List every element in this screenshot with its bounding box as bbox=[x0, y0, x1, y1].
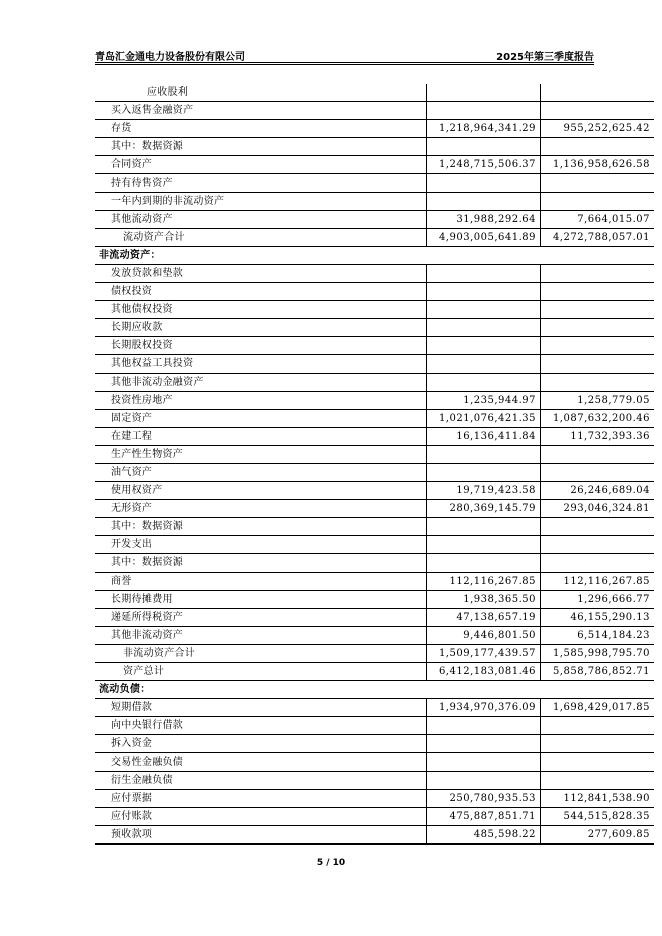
balance-sheet-table bbox=[95, 84, 654, 845]
prior-period-value: 26,246,689.04 bbox=[541, 482, 655, 500]
prior-period-value: 7,664,015.07 bbox=[541, 210, 655, 228]
current-period-value bbox=[427, 771, 541, 789]
current-period-value bbox=[427, 337, 541, 355]
current-period-value: 6,412,183,081.46 bbox=[427, 663, 541, 681]
current-period-value bbox=[427, 283, 541, 301]
row-label: 资产总计 bbox=[95, 663, 427, 681]
table-row bbox=[95, 626, 654, 644]
prior-period-value: 112,116,267.85 bbox=[541, 572, 655, 590]
current-period-value: 1,509,177,439.57 bbox=[427, 644, 541, 662]
row-label: 预收款项 bbox=[95, 825, 427, 844]
table-row bbox=[95, 608, 654, 626]
current-period-value bbox=[427, 174, 541, 192]
prior-period-value bbox=[541, 174, 655, 192]
row-label: 持有待售资产 bbox=[95, 174, 427, 192]
row-label: 债权投资 bbox=[95, 283, 427, 301]
row-label: 长期股权投资 bbox=[95, 337, 427, 355]
current-period-value: 1,248,715,506.37 bbox=[427, 156, 541, 174]
prior-period-value: 1,087,632,200.46 bbox=[541, 409, 655, 427]
table-row bbox=[95, 120, 654, 138]
current-period-value: 1,938,365.50 bbox=[427, 590, 541, 608]
prior-period-value bbox=[541, 102, 655, 120]
current-period-value bbox=[427, 301, 541, 319]
table-row bbox=[95, 391, 654, 409]
row-label: 长期应收款 bbox=[95, 319, 427, 337]
prior-period-value: 1,136,958,626.58 bbox=[541, 156, 655, 174]
prior-period-value: 544,515,828.35 bbox=[541, 807, 655, 825]
section-label: 非流动资产： bbox=[95, 246, 654, 264]
table-row bbox=[95, 156, 654, 174]
current-period-value: 31,988,292.64 bbox=[427, 210, 541, 228]
row-label: 应收股利 bbox=[95, 84, 427, 102]
header-rule bbox=[95, 62, 594, 65]
table-row bbox=[95, 355, 654, 373]
table-row bbox=[95, 373, 654, 391]
table-row bbox=[95, 283, 654, 301]
row-label: 在建工程 bbox=[95, 427, 427, 445]
row-label: 其他非流动资产 bbox=[95, 626, 427, 644]
row-label: 固定资产 bbox=[95, 409, 427, 427]
current-period-value bbox=[427, 518, 541, 536]
row-label: 开发支出 bbox=[95, 536, 427, 554]
row-label: 长期待摊费用 bbox=[95, 590, 427, 608]
row-label: 应付账款 bbox=[95, 807, 427, 825]
prior-period-value bbox=[541, 355, 655, 373]
row-label: 油气资产 bbox=[95, 463, 427, 481]
current-period-value: 9,446,801.50 bbox=[427, 626, 541, 644]
section-header-row bbox=[95, 246, 654, 264]
current-period-value: 19,719,423.58 bbox=[427, 482, 541, 500]
prior-period-value bbox=[541, 771, 655, 789]
table-row bbox=[95, 210, 654, 228]
table-row bbox=[95, 409, 654, 427]
prior-period-value bbox=[541, 301, 655, 319]
row-label: 流动资产合计 bbox=[95, 228, 427, 246]
row-label: 其他权益工具投资 bbox=[95, 355, 427, 373]
prior-period-value bbox=[541, 319, 655, 337]
current-period-value: 485,598.22 bbox=[427, 825, 541, 844]
row-label: 无形资产 bbox=[95, 500, 427, 518]
current-period-value: 1,021,076,421.35 bbox=[427, 409, 541, 427]
table-row bbox=[95, 590, 654, 608]
table-row bbox=[95, 445, 654, 463]
report-title: 2025年第三季度报告 bbox=[496, 52, 594, 63]
current-period-value bbox=[427, 355, 541, 373]
current-period-value bbox=[427, 554, 541, 572]
prior-period-value: 293,046,324.81 bbox=[541, 500, 655, 518]
table-row bbox=[95, 192, 654, 210]
prior-period-value bbox=[541, 518, 655, 536]
current-period-value bbox=[427, 735, 541, 753]
row-label: 短期借款 bbox=[95, 699, 427, 717]
prior-period-value bbox=[541, 283, 655, 301]
table-row bbox=[95, 337, 654, 355]
section-header-row bbox=[95, 681, 654, 699]
row-label: 存货 bbox=[95, 120, 427, 138]
prior-period-value bbox=[541, 337, 655, 355]
prior-period-value bbox=[541, 264, 655, 282]
row-label: 合同资产 bbox=[95, 156, 427, 174]
current-period-value: 280,369,145.79 bbox=[427, 500, 541, 518]
table-row bbox=[95, 174, 654, 192]
prior-period-value: 1,296,666.77 bbox=[541, 590, 655, 608]
table-row bbox=[95, 301, 654, 319]
table-row bbox=[95, 789, 654, 807]
prior-period-value: 112,841,538.90 bbox=[541, 789, 655, 807]
table-row bbox=[95, 572, 654, 590]
table-row bbox=[95, 663, 654, 681]
current-period-value bbox=[427, 138, 541, 156]
table-row bbox=[95, 753, 654, 771]
table-row bbox=[95, 319, 654, 337]
page-header bbox=[95, 46, 594, 62]
prior-period-value bbox=[541, 445, 655, 463]
row-label: 商誉 bbox=[95, 572, 427, 590]
prior-period-value: 5,858,786,852.71 bbox=[541, 663, 655, 681]
current-period-value bbox=[427, 373, 541, 391]
row-label: 其中：数据资源 bbox=[95, 518, 427, 536]
row-label: 其他债权投资 bbox=[95, 301, 427, 319]
table-row bbox=[95, 500, 654, 518]
company-name: 青岛汇金通电力设备股份有限公司 bbox=[95, 52, 245, 63]
current-period-value bbox=[427, 102, 541, 120]
table-row bbox=[95, 717, 654, 735]
current-period-value bbox=[427, 753, 541, 771]
table-row bbox=[95, 138, 654, 156]
table-row bbox=[95, 771, 654, 789]
current-period-value: 250,780,935.53 bbox=[427, 789, 541, 807]
table-row bbox=[95, 264, 654, 282]
row-label: 发放贷款和垫款 bbox=[95, 264, 427, 282]
table-row bbox=[95, 228, 654, 246]
row-label: 拆入资金 bbox=[95, 735, 427, 753]
prior-period-value: 46,155,290.13 bbox=[541, 608, 655, 626]
prior-period-value bbox=[541, 84, 655, 102]
prior-period-value bbox=[541, 192, 655, 210]
prior-period-value: 4,272,788,057.01 bbox=[541, 228, 655, 246]
table-row bbox=[95, 699, 654, 717]
section-label: 流动负债： bbox=[95, 681, 654, 699]
prior-period-value bbox=[541, 138, 655, 156]
table-row bbox=[95, 463, 654, 481]
prior-period-value bbox=[541, 753, 655, 771]
page-number: 5 / 10 bbox=[316, 858, 346, 868]
row-label: 买入返售金融资产 bbox=[95, 102, 427, 120]
table-row bbox=[95, 735, 654, 753]
current-period-value bbox=[427, 463, 541, 481]
table-row bbox=[95, 518, 654, 536]
prior-period-value: 1,258,779.05 bbox=[541, 391, 655, 409]
row-label: 投资性房地产 bbox=[95, 391, 427, 409]
current-period-value bbox=[427, 445, 541, 463]
current-period-value: 1,235,944.97 bbox=[427, 391, 541, 409]
current-period-value bbox=[427, 536, 541, 554]
row-label: 一年内到期的非流动资产 bbox=[95, 192, 427, 210]
table-row bbox=[95, 536, 654, 554]
current-period-value: 112,116,267.85 bbox=[427, 572, 541, 590]
table-row bbox=[95, 84, 654, 102]
prior-period-value bbox=[541, 554, 655, 572]
row-label: 递延所得税资产 bbox=[95, 608, 427, 626]
current-period-value bbox=[427, 264, 541, 282]
current-period-value: 1,934,970,376.09 bbox=[427, 699, 541, 717]
prior-period-value bbox=[541, 717, 655, 735]
table-row bbox=[95, 554, 654, 572]
current-period-value bbox=[427, 319, 541, 337]
row-label: 应付票据 bbox=[95, 789, 427, 807]
prior-period-value bbox=[541, 536, 655, 554]
row-label: 其他流动资产 bbox=[95, 210, 427, 228]
row-label: 使用权资产 bbox=[95, 482, 427, 500]
row-label: 衍生金融负债 bbox=[95, 771, 427, 789]
row-label: 生产性生物资产 bbox=[95, 445, 427, 463]
prior-period-value bbox=[541, 373, 655, 391]
prior-period-value: 955,252,625.42 bbox=[541, 120, 655, 138]
prior-period-value: 277,609.85 bbox=[541, 825, 655, 844]
table-row bbox=[95, 427, 654, 445]
current-period-value: 4,903,005,641.89 bbox=[427, 228, 541, 246]
row-label: 交易性金融负债 bbox=[95, 753, 427, 771]
prior-period-value bbox=[541, 463, 655, 481]
table-row bbox=[95, 644, 654, 662]
row-label: 非流动资产合计 bbox=[95, 644, 427, 662]
current-period-value bbox=[427, 192, 541, 210]
table-row bbox=[95, 482, 654, 500]
current-period-value: 16,136,411.84 bbox=[427, 427, 541, 445]
current-period-value bbox=[427, 717, 541, 735]
prior-period-value: 1,585,998,795.70 bbox=[541, 644, 655, 662]
current-period-value bbox=[427, 84, 541, 102]
row-label: 向中央银行借款 bbox=[95, 717, 427, 735]
current-period-value: 47,138,657.19 bbox=[427, 608, 541, 626]
row-label: 其他非流动金融资产 bbox=[95, 373, 427, 391]
prior-period-value: 11,732,393.36 bbox=[541, 427, 655, 445]
current-period-value: 1,218,964,341.29 bbox=[427, 120, 541, 138]
row-label: 其中：数据资源 bbox=[95, 138, 427, 156]
table-row bbox=[95, 807, 654, 825]
prior-period-value: 1,698,429,017.85 bbox=[541, 699, 655, 717]
current-period-value: 475,887,851.71 bbox=[427, 807, 541, 825]
row-label: 其中：数据资源 bbox=[95, 554, 427, 572]
prior-period-value: 6,514,184.23 bbox=[541, 626, 655, 644]
table-row bbox=[95, 102, 654, 120]
table-row bbox=[95, 825, 654, 844]
prior-period-value bbox=[541, 735, 655, 753]
